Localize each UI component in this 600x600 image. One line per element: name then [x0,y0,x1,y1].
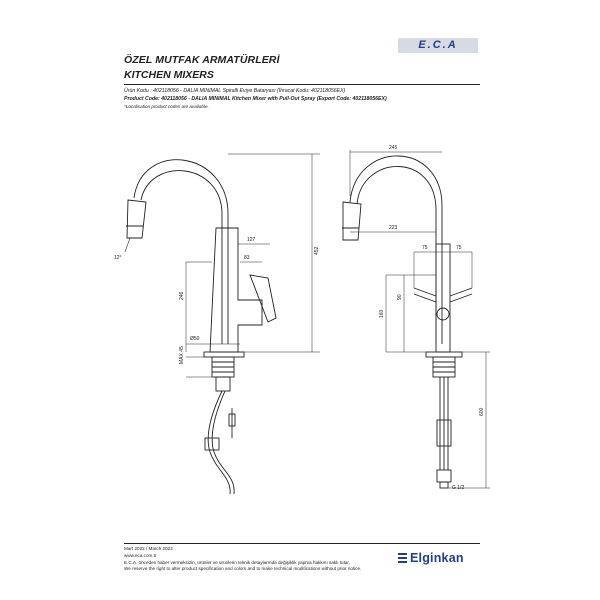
dim-160: 160 [379,309,385,318]
dim-452: 452 [314,246,320,255]
footer-divider [124,543,480,544]
dim-245: 245 [389,145,398,151]
dim-g12: G 1/2 [452,485,465,491]
footer-url[interactable]: www.eca.com.tr [124,553,157,558]
footer-note-tr: E.C.A. önceden haber vermeksizin, ürünler ve ürünlerin teknik detaylarında değişiklik yapma hakkını saklı tutar. [124,560,350,565]
product-code-tr: Ürün Kodu : 402118056 - DALIA MINIMAL Spiralli Eviye Bataryası (İhracat Kodu: 402118056EX) [124,88,346,94]
elginkan-brand: Elginkan [410,551,464,565]
dim-223: 223 [389,225,398,231]
logo-text: E.C.A [418,39,458,51]
dim-246: 246 [179,291,185,300]
dim-90: 90 [397,294,403,300]
page-title-tr: ÖZEL MUTFAK ARMATÜRLERİ [124,54,280,66]
dim-83: 83 [244,255,250,261]
dim-75b: 75 [456,245,462,251]
product-code-en: Product Code: 402118056 - DALIA MINIMAL Kitchen Mixer with Pull-Out Spray (Export Code: 402118056EX) [124,96,387,102]
dim-600: 600 [479,407,485,416]
localisation-note: *Localisation product codes are available. [124,104,209,109]
elginkan-logo-icon [398,553,408,563]
page-title-en: KITCHEN MIXERS [124,69,214,81]
dim-angle: 12° [114,255,122,261]
dim-127: 127 [247,237,256,243]
footer-date: Mart 2022 / March 2022 [124,546,173,551]
dim-max45: MAX 45 [179,346,185,364]
dim-75a: 75 [422,245,428,251]
footer-note-en: We reserve the right to alter product specification and colors and to make technical modifications without prior notice. [124,566,362,571]
dim-dia50: Ø50 [190,336,200,342]
